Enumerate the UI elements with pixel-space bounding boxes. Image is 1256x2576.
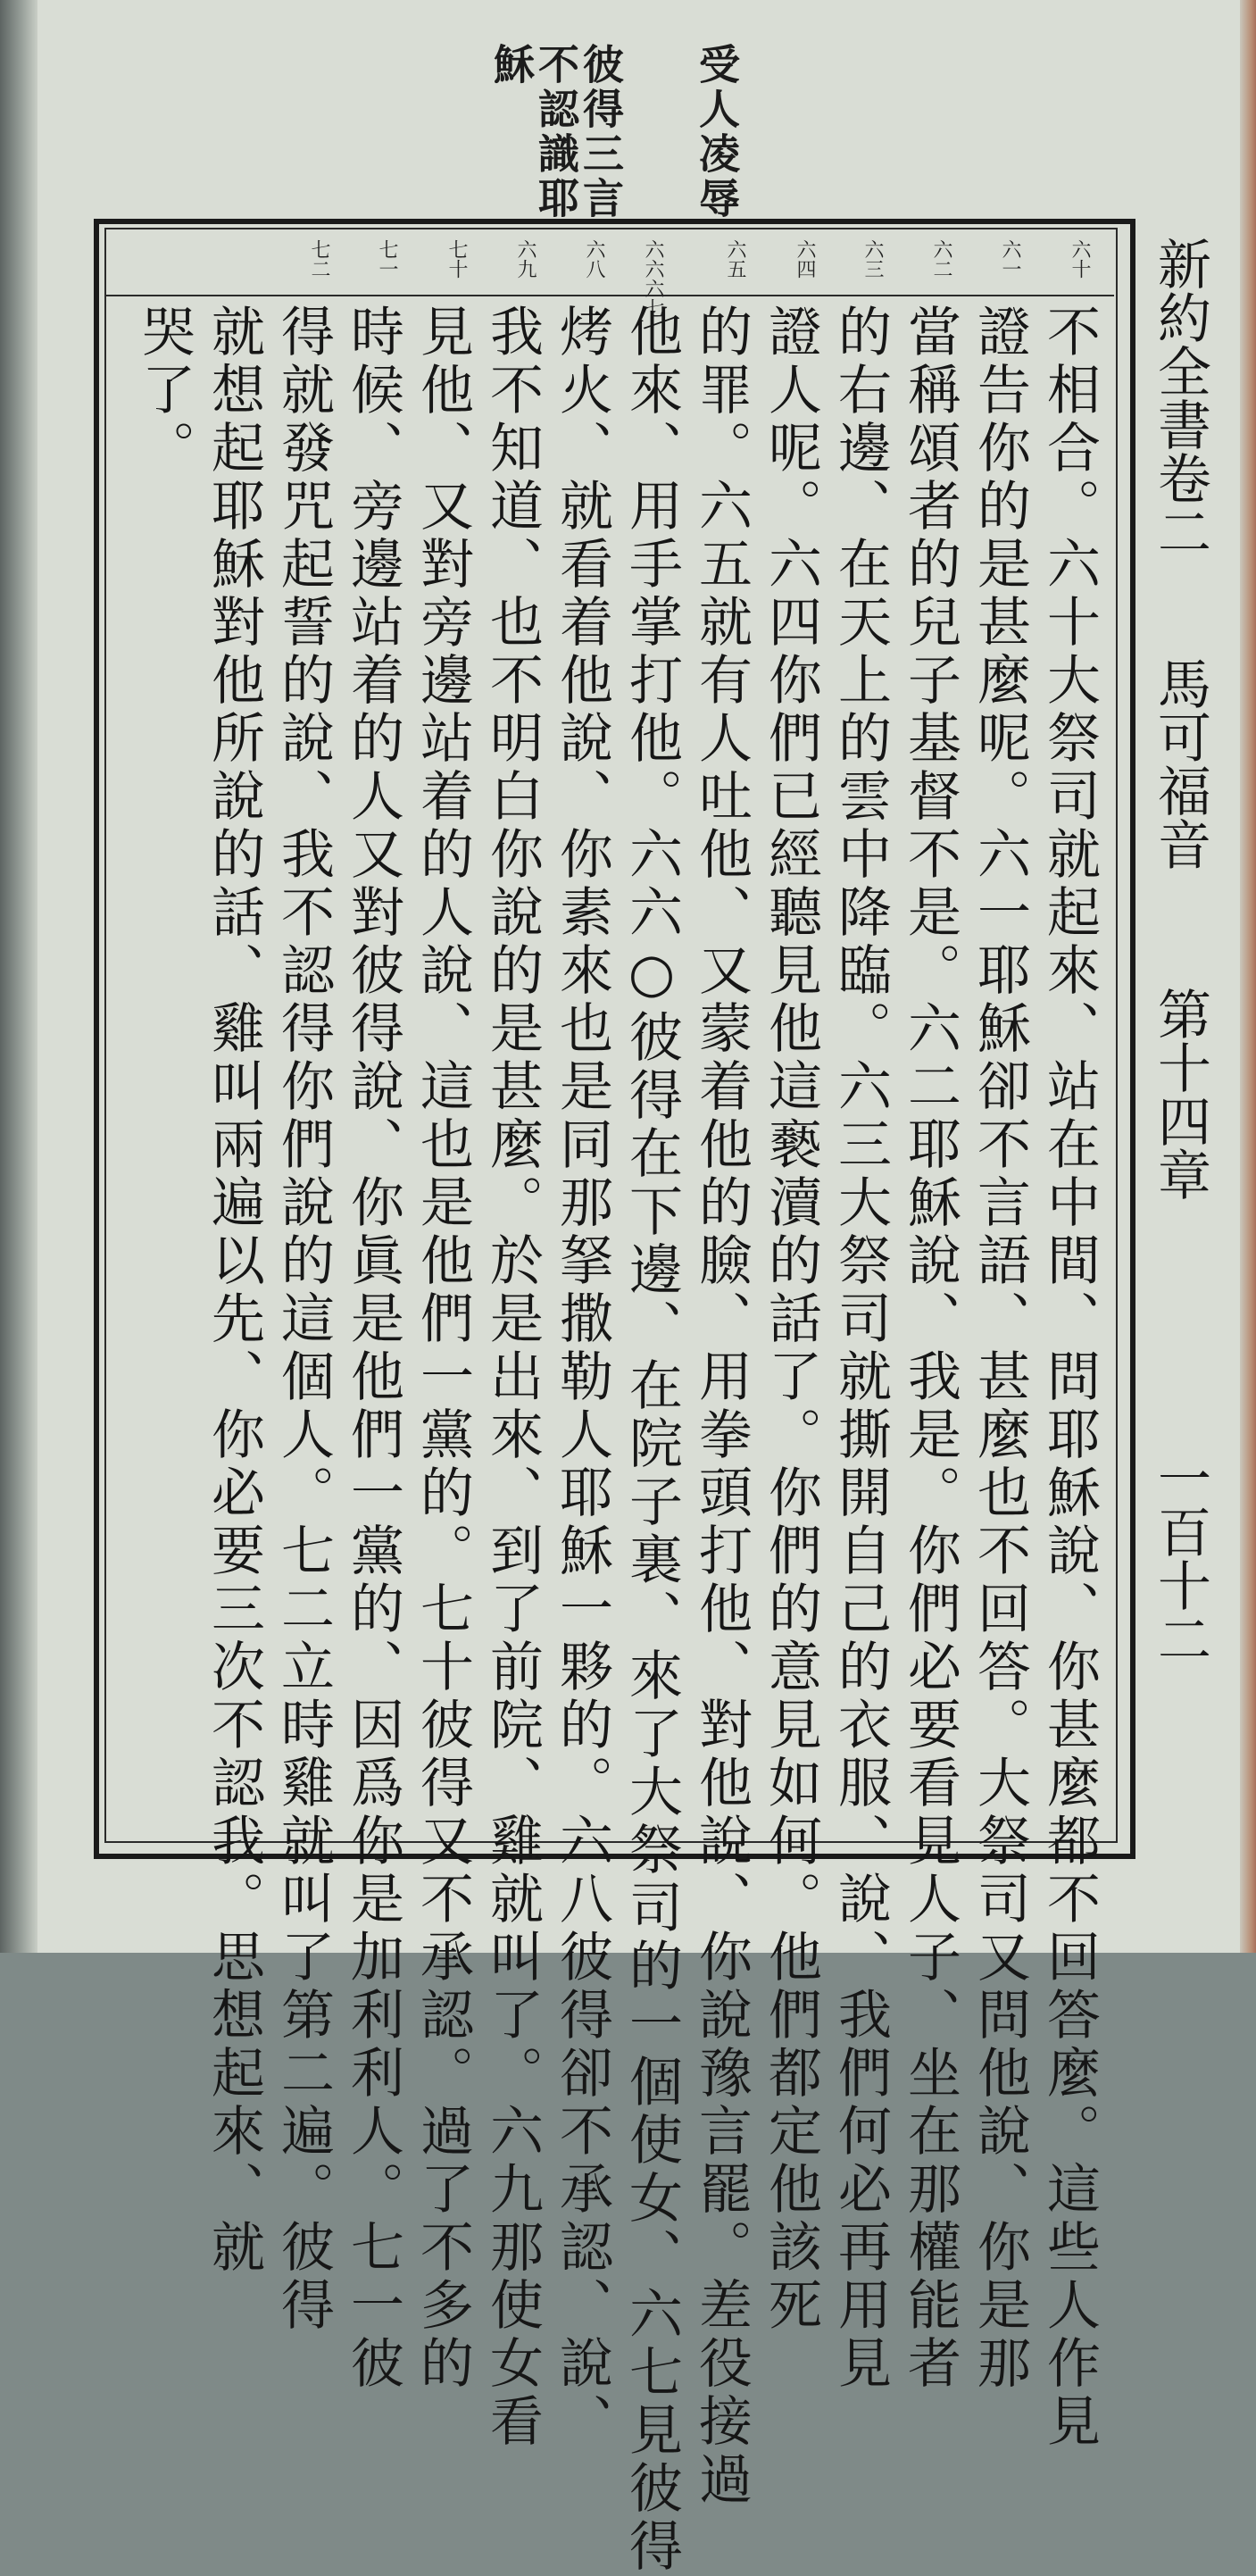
page-gutter	[0, 0, 37, 1953]
side-note-line: 受人凌辱	[693, 43, 741, 221]
text-column: 時候、旁邊站着的人又對彼得說、你眞是他們一黨的、因爲你是加利利人。七一彼	[342, 304, 404, 2393]
text-column: 見他、又對旁邊站着的人說、這也是他們一黨的。七十彼得又不承認。過了不多的	[412, 304, 474, 2393]
book-title: 新約全書卷二	[1149, 237, 1211, 558]
verse-number: 七二	[308, 239, 330, 279]
text-column: 證告你的是甚麼呢。六一耶穌卻不言語、甚麼也不回答。大祭司又問他說、你是那	[969, 304, 1031, 2393]
text-column: 他來、用手掌打他。六六○彼得在下邊、在院子裏、來了大祭司的一個使女、六七見彼得	[620, 304, 683, 2576]
verse-number: 六五	[724, 239, 746, 279]
text-column: 證人呢。六四你們已經聽見他這褻瀆的話了。你們的意見如何。他們都定他該死	[760, 304, 822, 2335]
text-column: 我不知道、也不明白你說的是甚麼。於是出來、到了前院、雞就叫了。六九那使女看	[481, 304, 544, 2451]
side-note-line: 不認識耶	[532, 43, 580, 221]
side-note-2b	[532, 43, 580, 221]
verse-number: 六四	[794, 239, 816, 279]
text-column: 的右邊、在天上的雲中降臨。六三大祭司就撕開自己的衣服、說、我們何必再用見	[829, 304, 892, 2393]
text-column: 不相合。六十大祭司就起來、站在中間、問耶穌說、你甚麼都不回答麼。這些人作見	[1038, 304, 1101, 2451]
verse-number: 六三	[861, 239, 884, 279]
verse-number: 六十	[1069, 239, 1091, 279]
text-column: 得就發咒起誓的說、我不認得你們說的這個人。七二立時雞就叫了第二遍。彼得	[272, 304, 335, 2335]
side-note-line: 彼得三言	[577, 43, 625, 221]
text-column: 就想起耶穌對他所說的話、雞叫兩遍以先、你必要三次不認我。思想起來、就	[203, 304, 265, 2277]
chapter-title: 第十四章	[1149, 987, 1211, 1201]
page-edge	[1240, 0, 1256, 1953]
gospel-title: 馬可福音	[1149, 656, 1211, 871]
verse-number: 六二	[930, 239, 952, 279]
verse-number: 六八	[583, 239, 605, 279]
page-number: 一百十二	[1149, 1451, 1211, 1665]
side-note-2	[577, 43, 625, 221]
text-column: 當稱頌者的兒子基督不是。六二耶穌說、我是。你們必要看見人子、坐在那權能者	[899, 304, 961, 2393]
verse-number: 六九	[514, 239, 537, 279]
verse-number: 六一	[999, 239, 1021, 279]
text-column: 烤火、就看着他說、你素來也是同那拏撒勒人耶穌一夥的。六八彼得卻不承認、說、	[551, 304, 613, 2451]
verse-number: 六六六七	[642, 239, 664, 318]
verse-number: 七一	[376, 239, 398, 279]
side-note-2c	[487, 43, 536, 88]
verse-number-rule	[106, 295, 1114, 296]
side-note-line: 穌	[487, 43, 536, 88]
verse-number: 七十	[445, 239, 468, 279]
text-column: 的罪。六五就有人吐他、又蒙着他的臉、用拳頭打他、對他說、你說豫言罷。差役接過	[690, 304, 753, 2509]
side-note-1	[693, 43, 741, 221]
text-column: 哭了。	[133, 304, 195, 478]
